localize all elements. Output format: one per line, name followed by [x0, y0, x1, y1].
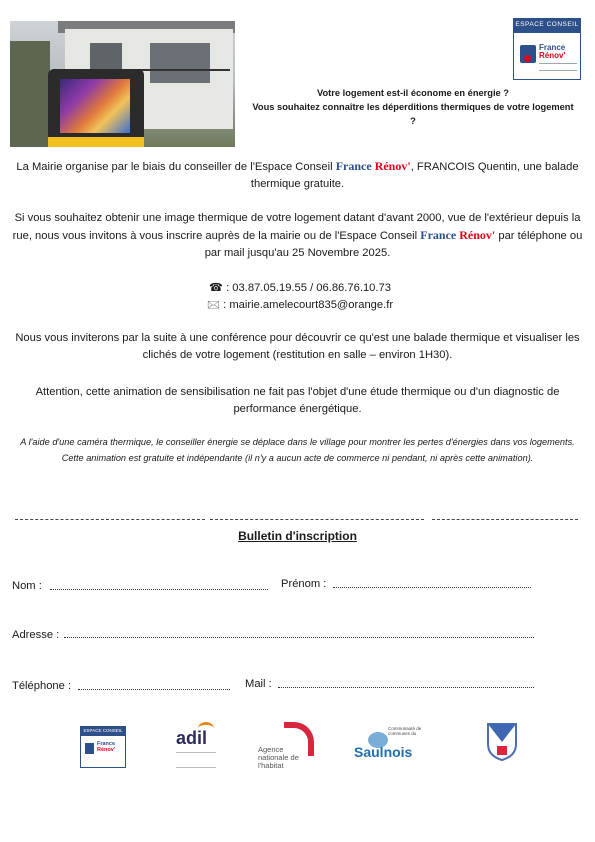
logo-band-text: ESPACE CONSEIL: [515, 21, 579, 28]
saulnois-top-text: Communauté de communes du: [388, 726, 422, 736]
prenom-label: Prénom :: [281, 578, 327, 590]
warning-paragraph: Attention, cette animation de sensibilisation ne fait pas l'objet d'une étude thermique ou d'un diagnostic de performance énergétique.: [35, 386, 560, 415]
prenom-field[interactable]: [333, 587, 531, 588]
telephone-field[interactable]: [78, 689, 230, 690]
conference-paragraph: Nous vous inviterons par la suite à une conférence pour découvrir ce qu'est une balade thermique et visualiser les clichés de votre logement (restitution en salle – environ 1H30).: [15, 332, 580, 361]
house-icon: [85, 743, 94, 754]
thermal-screen: [60, 79, 130, 133]
brand-renov: Rénov': [374, 159, 411, 173]
adil-logo: [176, 722, 218, 766]
mail-label: Mail :: [245, 678, 272, 690]
anah-text: Agence nationale de l'habitat: [258, 745, 299, 770]
intro-paragraph: [10, 158, 585, 193]
cut-line: [210, 519, 424, 520]
contact-info: [150, 280, 450, 314]
france-renov-logo: [513, 18, 581, 80]
coat-of-arms-icon: [486, 722, 518, 762]
anah-logo: [256, 722, 316, 772]
saulnois-logo: [352, 726, 434, 770]
mail-address[interactable]: : mairie.amelecourt835@orange.fr: [223, 299, 394, 311]
logo-name-1: France: [539, 43, 566, 52]
phone-line: [150, 280, 450, 297]
form-title: Bulletin d'inscription: [238, 529, 357, 543]
brand-france: France: [420, 228, 460, 242]
mail-line: [150, 297, 450, 314]
logo-name-2: Rénov': [539, 51, 566, 60]
phone-icon: ☎: [209, 282, 223, 294]
nom-label: Nom :: [12, 580, 42, 592]
registration-paragraph: [6, 210, 589, 262]
adresse-label: Adresse :: [12, 629, 60, 641]
adresse-field[interactable]: [64, 637, 534, 638]
intro-text-b: , FRANCOIS Quentin, une balade thermique gratuite.: [250, 161, 579, 190]
camera-band: [48, 137, 144, 147]
mail-field[interactable]: [278, 687, 534, 688]
thermal-camera-photo: [10, 21, 235, 147]
cut-line: [432, 519, 578, 520]
registration-text-b: par téléphone ou par mail jusqu'au 25 Novembre 2025.: [204, 230, 583, 259]
header-questions: [252, 86, 574, 128]
france-renov-footer-logo: [80, 726, 126, 768]
house-dot-icon: [524, 55, 531, 62]
brand-renov: Rénov': [459, 228, 496, 242]
footer-logo-band-text: ESPACE CONSEIL: [83, 728, 123, 733]
telephone-label: Téléphone :: [12, 680, 72, 692]
question-line-1: Votre logement est-il économe en énergie ?: [316, 88, 509, 98]
phone-numbers: : 03.87.05.19.55 / 06.86.76.10.73: [226, 282, 391, 294]
brand-france: France: [335, 159, 375, 173]
mail-icon: 🖂: [206, 299, 221, 311]
logo-subline: [539, 63, 577, 71]
adil-subline: [176, 752, 216, 768]
footer-logo-name-1: France: [97, 741, 116, 747]
intro-text-a: La Mairie organise par le biais du conseiller de l'Espace Conseil: [16, 161, 336, 173]
photo-tree: [10, 41, 50, 147]
question-line-2: Vous souhaitez connaître les déperditions thermiques de votre logement ?: [252, 102, 574, 126]
registration-text-a: Si vous souhaitez obtenir une image thermique de votre logement datant d'avant 2000, vue de l'extérieur depuis la rue, nous vous invitons à vous inscrire auprès de la mairie ou de l'Espace Conseil: [12, 212, 581, 242]
nom-field[interactable]: [50, 589, 268, 590]
description-paragraph: A l'aide d'une caméra thermique, le conseiller énergie se déplace dans le village pour montrer les pertes d'énergies dans vos logements. Cette animation est gratuite et indépendante (il n'y a aucun acte de commerce ni pendant, ni après cette animation).: [20, 437, 575, 463]
cut-line: [15, 519, 205, 520]
adil-text: adil: [176, 728, 208, 748]
footer-logo-name-2: Rénov': [97, 747, 116, 753]
saulnois-text: Saulnois: [354, 744, 413, 760]
